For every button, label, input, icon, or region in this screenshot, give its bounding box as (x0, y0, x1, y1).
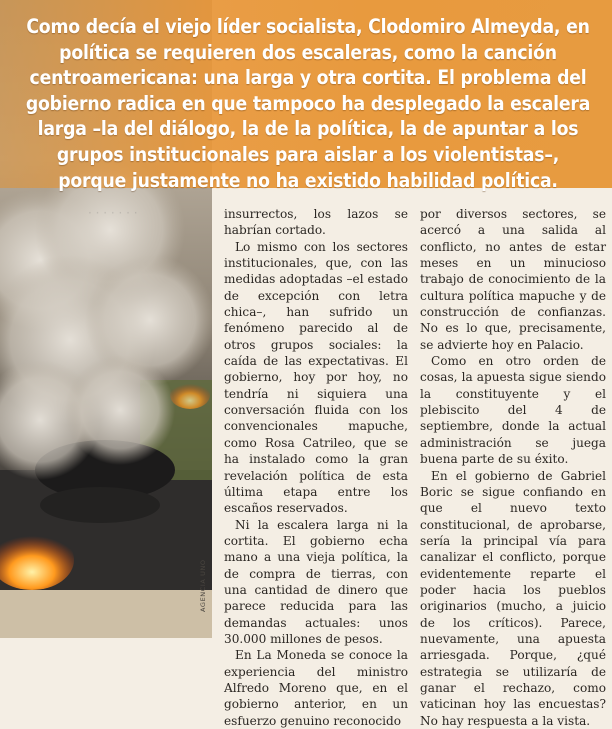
photo-credit: AGENCIA UNO (199, 559, 207, 612)
pull-quote: Como decía el viejo líder socialista, Clodomiro Almeyda, en política se requieren dos escaleras, como la canción centroamericana: una larga y otra cortita. El problema del gobierno radica en que tampoco ha desplegado la escalera larga –la del diálogo, la de la política, la de apuntar a los grupos institucionales para aislar a los violentistas–, porque justamente no ha existido habilidad política. (22, 14, 594, 193)
paragraph: por diversos sectores, se acercó a una salida al conflicto, no antes de estar meses en un minucioso trabajo de conocimiento de la cultura política mapuche y de construcción de confianzas. No es lo que, precisamente, se advierte hoy en Palacio. (420, 206, 606, 353)
paragraph: Lo mismo con los sectores institucionales, que, con las medidas adoptadas –el estado de excepción con letra chica–, han sufrido un fenómeno parecido al de otros grupos sociales: la caída de las expectativas. El gobierno, hoy por hoy, no tendría ni siquiera una conversación fluida con los convencionales mapuche, como Rosa Catrileo, que se ha instalado como la gran revelación política de esta última etapa entre los escaños reservados. (224, 239, 408, 517)
paragraph: Ni la escalera larga ni la cortita. El gobierno echa mano a una vieja política, la de compra de tierras, con una cantidad de dinero que parece reducida para las demandas actuales: unos 30.000 millones de pesos. (224, 517, 408, 648)
paragraph: Como en otro orden de cosas, la apuesta sigue siendo la constituyente y el plebiscito del 4 de septiembre, donde la actual administración se juega buena parte de su éxito. (420, 353, 606, 467)
article-column-2 (420, 206, 606, 729)
watermark: · · · · · · · (88, 206, 138, 220)
paragraph: En el gobierno de Gabriel Boric se sigue confiando en que el nuevo texto constitucional, de aprobarse, sería la principal vía para canalizar el conflicto, porque evidentemente reparte el poder hacia los pueblos originarios (mucho, a juicio de los críticos). Parece, nuevamente, una apuesta arriesgada. Porque, ¿qué estrategia se utilizaría de ganar el rechazo, como vaticinan hoy las encuestas? No hay respuesta a la vista. (420, 468, 606, 729)
paragraph: insurrectos, los lazos se habrían cortado. (224, 206, 408, 239)
article-column-1 (224, 206, 408, 729)
paragraph: En La Moneda se conoce la experiencia del ministro Alfredo Moreno que, en el gobierno anterior, en un esfuerzo genuino reconocido (224, 647, 408, 729)
